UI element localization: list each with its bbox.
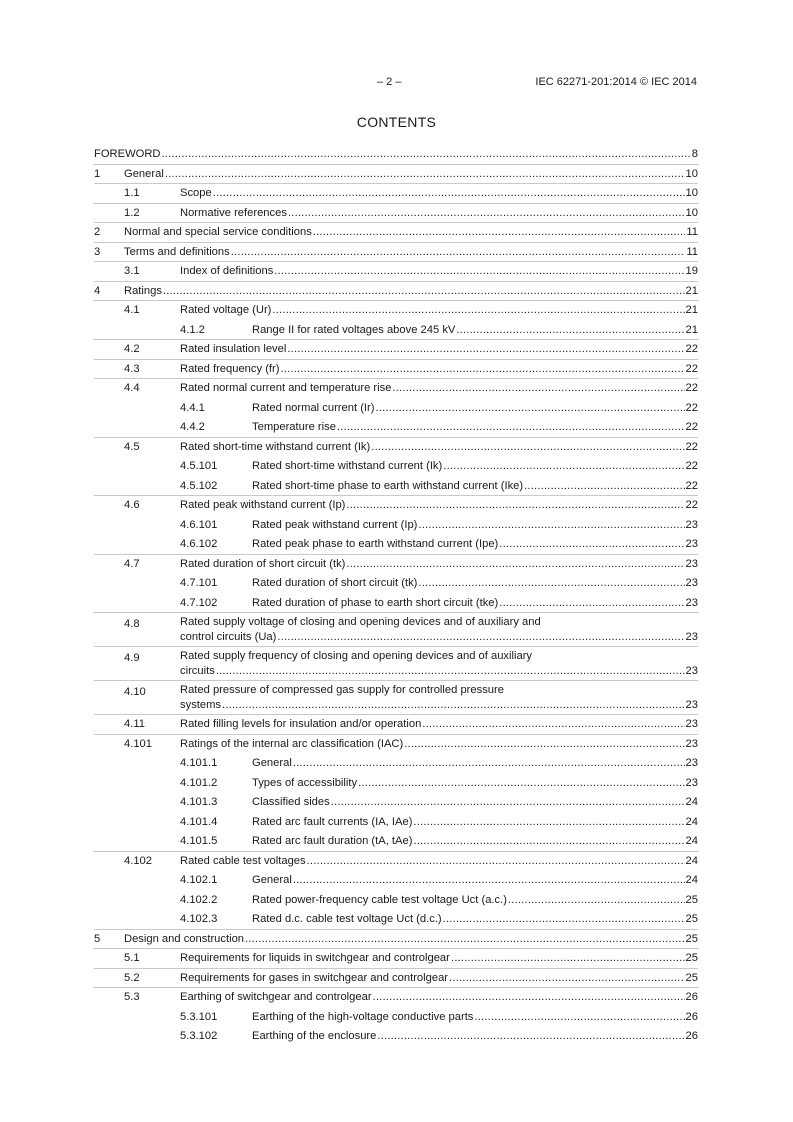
toc-entry-title: Rated peak phase to earth withstand current (Ipe) — [252, 538, 499, 550]
toc-dot-leader — [213, 184, 685, 204]
table-of-contents — [94, 145, 698, 1047]
toc-entry-page: 22 — [685, 479, 698, 492]
toc-entry[interactable] — [94, 988, 698, 1008]
toc-entry[interactable] — [94, 774, 698, 794]
toc-dot-leader — [287, 340, 684, 360]
toc-dot-leader — [274, 262, 684, 282]
toc-entry-number: 4.101 — [124, 737, 152, 750]
toc-entry-page: 25 — [685, 913, 698, 925]
toc-entry[interactable] — [94, 715, 698, 735]
toc-dot-leader — [222, 698, 685, 713]
toc-entry[interactable] — [94, 321, 698, 341]
toc-entry-page: 26 — [685, 991, 698, 1003]
toc-dot-leader — [474, 1008, 684, 1028]
page-number: – 2 – — [377, 76, 402, 88]
toc-entry-title: Rated duration of phase to earth short circuit (tke) — [252, 596, 499, 609]
toc-dot-leader — [288, 204, 685, 224]
toc-entry-page: 22 — [685, 343, 698, 355]
toc-entry-title: Rated voltage (Ur) — [180, 304, 272, 316]
toc-dot-leader — [373, 988, 685, 1008]
page-header — [0, 76, 793, 92]
toc-entry[interactable] — [94, 871, 698, 891]
toc-entry-number: 4 — [94, 284, 101, 297]
toc-entry-page: 25 — [685, 971, 698, 984]
toc-entry-title: Normal and special service conditions — [124, 226, 312, 238]
toc-entry-number: 4.3 — [124, 362, 140, 375]
toc-dot-leader — [331, 793, 685, 813]
toc-entry-number: 4.7.102 — [180, 596, 218, 609]
toc-entry-title: FOREWORD — [94, 148, 161, 160]
toc-entry-title: Rated frequency (fr) — [180, 362, 280, 375]
toc-entry-title: Types of accessibility — [252, 776, 358, 789]
toc-entry-title: control circuits (Ua) — [180, 631, 277, 643]
toc-entry[interactable] — [94, 457, 698, 477]
toc-entry-title: systems — [180, 699, 222, 711]
toc-dot-leader — [413, 813, 684, 833]
toc-entry-page: 23 — [685, 538, 698, 550]
toc-entry-number: 4.5 — [124, 440, 140, 453]
toc-entry[interactable] — [94, 910, 698, 930]
toc-entry[interactable] — [94, 969, 698, 989]
toc-entry[interactable] — [94, 477, 698, 497]
toc-dot-leader — [499, 594, 684, 614]
toc-entry-title: Rated peak withstand current (Ip) — [252, 518, 418, 531]
toc-entry-page: 23 — [685, 631, 698, 643]
toc-entry-title: Rated power-frequency cable test voltage Uct (a.c.) — [252, 893, 507, 906]
toc-entry[interactable] — [94, 145, 698, 165]
toc-entry-page: 24 — [685, 815, 698, 828]
toc-entry-number: 5 — [94, 932, 101, 945]
toc-entry-number: 1.2 — [124, 206, 140, 219]
toc-entry-title: Requirements for gases in switchgear and controlgear — [180, 971, 449, 984]
toc-entry-title: Rated normal current (Ir) — [252, 401, 375, 414]
toc-entry-page: 25 — [685, 893, 698, 906]
toc-entry[interactable] — [94, 832, 698, 852]
toc-entry[interactable] — [94, 340, 698, 360]
toc-entry[interactable] — [94, 282, 698, 302]
toc-entry-title: Classified sides — [252, 796, 330, 808]
toc-entry-page: 25 — [685, 932, 698, 945]
toc-entry-page: 23 — [685, 776, 698, 789]
toc-entry-page: 26 — [685, 1030, 698, 1042]
toc-entry-number: 4.11 — [124, 718, 145, 730]
toc-entry[interactable] — [94, 1008, 698, 1028]
toc-entry-page: 23 — [685, 718, 698, 730]
document-id: IEC 62271-201:2014 © IEC 2014 — [535, 76, 697, 88]
toc-entry-page: 23 — [685, 699, 698, 711]
toc-entry-number: 4.101.2 — [180, 776, 218, 789]
toc-entry-number: 1 — [94, 167, 101, 180]
toc-dot-leader — [163, 282, 685, 302]
toc-entry[interactable] — [94, 613, 698, 647]
toc-entry-title: Earthing of the enclosure — [252, 1030, 377, 1042]
toc-entry[interactable] — [94, 184, 698, 204]
toc-entry-title-line1: Rated pressure of compressed gas supply for controlled pressure — [180, 684, 504, 696]
toc-dot-leader — [216, 664, 685, 679]
toc-entry-number: 4.9 — [124, 652, 140, 664]
toc-entry-page: 11 — [686, 245, 698, 258]
toc-entry-title: Temperature rise — [252, 421, 336, 433]
toc-entry-page: 25 — [685, 952, 698, 964]
toc-entry[interactable] — [94, 535, 698, 555]
toc-entry-number: 4.4 — [124, 382, 140, 394]
toc-entry-title: Rated duration of short circuit (tk) — [180, 557, 346, 570]
toc-entry-page: 23 — [685, 577, 698, 589]
toc-entry[interactable] — [94, 594, 698, 614]
toc-entry-title: circuits — [180, 665, 215, 677]
toc-dot-leader — [272, 301, 684, 321]
toc-entry-page: 26 — [685, 1010, 698, 1023]
toc-entry-number: 4.101.1 — [180, 757, 218, 769]
toc-dot-leader — [245, 930, 685, 950]
toc-entry[interactable] — [94, 516, 698, 536]
toc-entry-number: 4.6.102 — [180, 538, 218, 550]
toc-entry[interactable] — [94, 647, 698, 681]
toc-entry-page: 22 — [685, 362, 698, 375]
toc-dot-leader — [422, 715, 684, 735]
toc-entry-title: Range II for rated voltages above 245 kV — [252, 323, 456, 336]
toc-entry-title: General — [252, 874, 292, 886]
toc-entry[interactable] — [94, 262, 698, 282]
toc-entry-number: 4.101.4 — [180, 815, 218, 828]
toc-entry-title: Rated normal current and temperature rise — [180, 382, 392, 394]
toc-entry-page: 23 — [685, 518, 698, 531]
toc-entry-title: Earthing of the high-voltage conductive parts — [252, 1010, 474, 1023]
toc-entry-number: 5.1 — [124, 952, 140, 964]
toc-entry-page: 23 — [685, 596, 698, 609]
toc-entry-number: 4.5.102 — [180, 479, 218, 492]
toc-dot-leader — [418, 516, 684, 536]
toc-entry-title: Rated filling levels for insulation and/or operation — [180, 718, 422, 730]
toc-dot-leader — [404, 735, 684, 755]
toc-entry-page: 10 — [685, 187, 698, 199]
toc-entry-title: Earthing of switchgear and controlgear — [180, 991, 372, 1003]
toc-entry-number: 4.7 — [124, 557, 140, 570]
toc-entry-number: 5.3 — [124, 991, 140, 1003]
toc-entry-number: 4.101.3 — [180, 796, 218, 808]
toc-entry[interactable] — [94, 418, 698, 438]
toc-dot-leader — [165, 165, 685, 185]
toc-entry-title: Rated peak withstand current (Ip) — [180, 499, 346, 511]
toc-dot-leader — [346, 555, 684, 575]
toc-entry[interactable] — [94, 243, 698, 263]
toc-entry-page: 19 — [685, 265, 698, 277]
toc-entry-title: Rated short-time phase to earth withstand current (Ike) — [252, 479, 524, 492]
toc-dot-leader — [392, 379, 684, 399]
toc-dot-leader — [277, 630, 684, 645]
toc-dot-leader — [456, 321, 684, 341]
toc-entry-page: 22 — [685, 382, 698, 394]
toc-entry-page: 22 — [685, 499, 698, 511]
toc-entry-title: Scope — [180, 187, 212, 199]
toc-entry-title: Index of definitions — [180, 265, 274, 277]
toc-entry-title: Rated d.c. cable test voltage Uct (d.c.) — [252, 913, 442, 925]
toc-entry-title: Ratings of the internal arc classification (IAC) — [180, 737, 404, 750]
toc-entry-number: 4.102 — [124, 854, 152, 867]
toc-entry-number: 4.4.1 — [180, 401, 205, 414]
toc-entry[interactable] — [94, 399, 698, 419]
toc-entry-number: 4.8 — [124, 618, 140, 630]
toc-entry-number: 4.7.101 — [180, 577, 218, 589]
toc-entry-title: Terms and definitions — [124, 245, 230, 258]
toc-entry[interactable] — [94, 793, 698, 813]
toc-entry-page: 22 — [685, 460, 698, 472]
toc-entry-page: 22 — [685, 440, 698, 453]
toc-entry[interactable] — [94, 360, 698, 380]
toc-entry-number: 5.2 — [124, 971, 140, 984]
toc-entry-title: Rated short-time withstand current (Ik) — [252, 460, 443, 472]
toc-dot-leader — [451, 949, 685, 969]
toc-entry-number: 4.5.101 — [180, 460, 218, 472]
toc-entry-number: 4.102.1 — [180, 874, 218, 886]
toc-dot-leader — [413, 832, 684, 852]
toc-entry-number: 2 — [94, 226, 101, 238]
toc-entry-number: 1.1 — [124, 187, 140, 199]
toc-entry-title: General — [252, 757, 292, 769]
toc-entry-title: Rated cable test voltages — [180, 854, 306, 867]
toc-entry-number: 4.101.5 — [180, 835, 218, 847]
toc-entry-title: Rated arc fault duration (tA, tAe) — [252, 835, 413, 847]
toc-entry[interactable] — [94, 949, 698, 969]
toc-entry-page: 21 — [685, 304, 698, 316]
toc-entry[interactable] — [94, 891, 698, 911]
toc-entry-number: 4.2 — [124, 343, 140, 355]
toc-dot-leader — [375, 399, 684, 419]
toc-dot-leader — [449, 969, 685, 989]
toc-entry-number: 4.10 — [124, 686, 146, 698]
toc-entry-title: Rated duration of short circuit (tk) — [252, 577, 418, 589]
toc-entry-page: 10 — [685, 206, 698, 219]
toc-dot-leader — [499, 535, 684, 555]
toc-entry-page: 23 — [685, 737, 698, 750]
toc-entry[interactable] — [94, 681, 698, 715]
toc-entry-number: 4.102.2 — [180, 893, 218, 906]
toc-entry-page: 22 — [685, 401, 698, 414]
toc-entry[interactable] — [94, 813, 698, 833]
toc-dot-leader — [524, 477, 684, 497]
toc-dot-leader — [377, 1027, 684, 1047]
toc-entry-number: 4.1.2 — [180, 323, 205, 336]
toc-entry-title-line1: Rated supply voltage of closing and opening devices and of auxiliary and — [180, 616, 541, 628]
toc-dot-leader — [307, 852, 685, 872]
toc-entry-page: 23 — [685, 557, 698, 570]
toc-entry[interactable] — [94, 165, 698, 185]
toc-entry-page: 23 — [685, 757, 698, 769]
toc-entry[interactable] — [94, 204, 698, 224]
toc-dot-leader — [231, 243, 686, 263]
toc-dot-leader — [443, 910, 685, 930]
toc-dot-leader — [508, 891, 685, 911]
toc-entry[interactable] — [94, 754, 698, 774]
toc-dot-leader — [313, 223, 686, 243]
toc-dot-leader — [337, 418, 685, 438]
toc-entry[interactable] — [94, 438, 698, 458]
toc-dot-leader — [281, 360, 685, 380]
toc-entry-number: 4.6 — [124, 499, 140, 511]
toc-entry-title: Design and construction — [124, 932, 245, 945]
toc-entry-title: Rated short-time withstand current (Ik) — [180, 440, 371, 453]
toc-dot-leader — [293, 871, 685, 891]
toc-entry-page: 8 — [691, 148, 698, 160]
toc-entry[interactable] — [94, 735, 698, 755]
toc-entry-page: 24 — [685, 835, 698, 847]
toc-dot-leader — [162, 145, 691, 165]
toc-entry[interactable] — [94, 1027, 698, 1047]
toc-dot-leader — [418, 574, 684, 594]
toc-entry-page: 24 — [685, 874, 698, 886]
toc-entry-title: Ratings — [124, 284, 162, 297]
toc-dot-leader — [293, 754, 685, 774]
toc-entry[interactable] — [94, 379, 698, 399]
toc-entry-page: 22 — [685, 421, 698, 433]
toc-entry-number: 3 — [94, 245, 101, 258]
toc-entry-title: Requirements for liquids in switchgear and controlgear — [180, 952, 450, 964]
toc-entry-title: Rated insulation level — [180, 343, 287, 355]
toc-entry-page: 24 — [685, 854, 698, 867]
toc-entry[interactable] — [94, 930, 698, 950]
toc-entry-number: 4.102.3 — [180, 913, 218, 925]
toc-dot-leader — [358, 774, 684, 794]
toc-entry-number: 4.4.2 — [180, 421, 205, 433]
toc-entry-number: 4.6.101 — [180, 518, 218, 531]
toc-entry-page: 10 — [685, 167, 698, 180]
toc-entry-title: Normative references — [180, 206, 287, 219]
toc-entry-number: 4.1 — [124, 304, 140, 316]
toc-entry-number: 5.3.102 — [180, 1030, 218, 1042]
toc-entry-page: 21 — [685, 284, 698, 297]
toc-entry[interactable] — [94, 574, 698, 594]
toc-dot-leader — [371, 438, 684, 458]
page-title: CONTENTS — [356, 114, 437, 130]
toc-entry-number: 3.1 — [124, 265, 140, 277]
toc-entry-number: 5.3.101 — [180, 1010, 218, 1023]
toc-dot-leader — [346, 496, 684, 516]
toc-entry-page: 23 — [685, 665, 698, 677]
toc-entry-page: 24 — [685, 796, 698, 808]
toc-entry-page: 21 — [685, 323, 698, 336]
toc-entry-title-line1: Rated supply frequency of closing and opening devices and of auxiliary — [180, 650, 533, 662]
toc-entry[interactable] — [94, 496, 698, 516]
toc-entry[interactable] — [94, 301, 698, 321]
toc-entry[interactable] — [94, 555, 698, 575]
toc-entry[interactable] — [94, 852, 698, 872]
toc-entry[interactable] — [94, 223, 698, 243]
toc-entry-page: 11 — [686, 226, 698, 238]
toc-dot-leader — [443, 457, 684, 477]
toc-entry-title: Rated arc fault currents (IA, IAe) — [252, 815, 413, 828]
toc-entry-title: General — [124, 167, 164, 180]
